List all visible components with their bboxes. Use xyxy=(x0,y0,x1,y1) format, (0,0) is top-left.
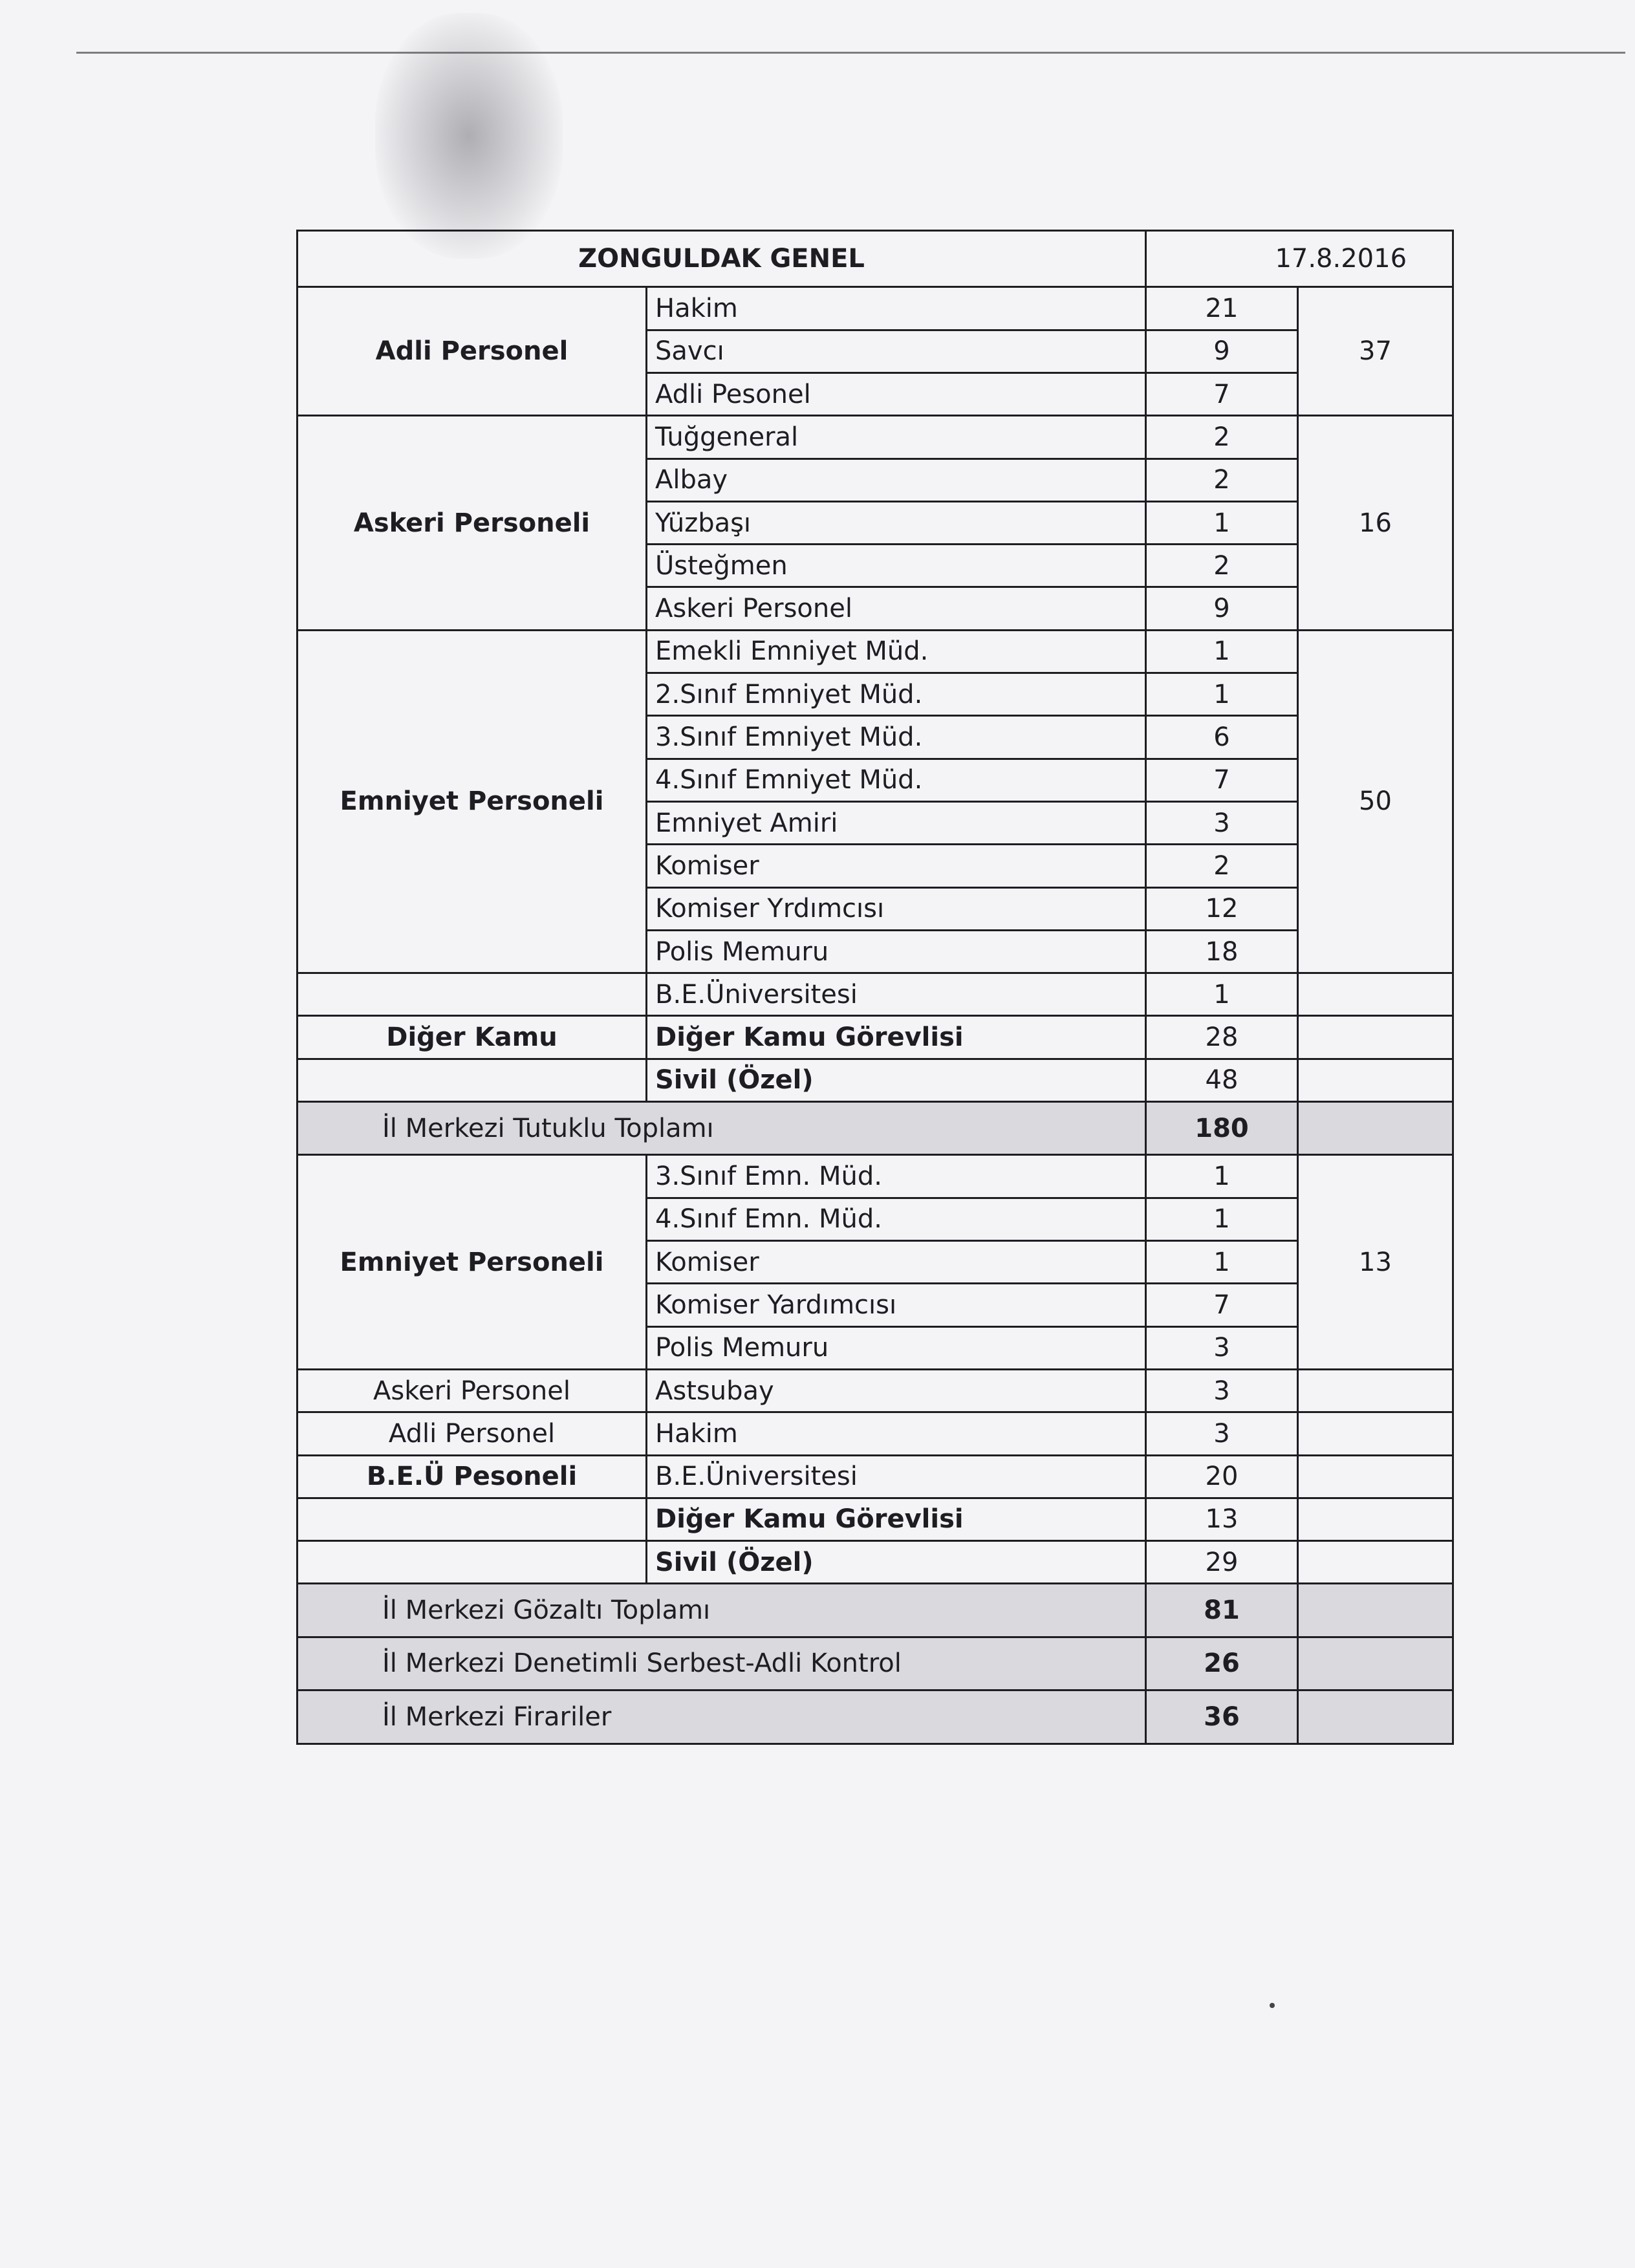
row-label: Yüzbaşı xyxy=(647,501,1146,544)
row-value: 48 xyxy=(1146,1059,1298,1101)
table-row xyxy=(298,1541,1453,1584)
table-row xyxy=(298,1369,1453,1412)
row-value: 2 xyxy=(1146,545,1298,587)
table-row xyxy=(298,973,1453,1016)
row-value: 29 xyxy=(1146,1541,1298,1584)
row-value: 21 xyxy=(1146,287,1298,330)
total-value: 81 xyxy=(1146,1584,1298,1637)
group-label xyxy=(298,973,647,1016)
row-label: 3.Sınıf Emn. Müd. xyxy=(647,1155,1146,1198)
group-label: Askeri Personel xyxy=(298,1369,647,1412)
group-label: Diğer Kamu xyxy=(298,1016,647,1059)
total-row xyxy=(298,1584,1453,1637)
row-value: 2 xyxy=(1146,416,1298,459)
scan-smudge xyxy=(375,13,563,259)
row-value: 7 xyxy=(1146,373,1298,416)
empty-cell xyxy=(1298,1059,1453,1101)
row-value: 3 xyxy=(1146,801,1298,844)
table-title: ZONGULDAK GENEL xyxy=(298,231,1146,287)
row-value: 3 xyxy=(1146,1369,1298,1412)
table-row xyxy=(298,1155,1453,1198)
row-label: Üsteğmen xyxy=(647,545,1146,587)
row-value: 9 xyxy=(1146,330,1298,373)
row-value: 6 xyxy=(1146,716,1298,759)
empty-cell xyxy=(1298,1102,1453,1155)
row-label: Diğer Kamu Görevlisi xyxy=(647,1498,1146,1540)
row-label: Komiser Yrdımcısı xyxy=(647,887,1146,930)
total-label: İl Merkezi Tutuklu Toplamı xyxy=(298,1102,1146,1155)
row-label: Hakim xyxy=(647,287,1146,330)
empty-cell xyxy=(1298,1498,1453,1540)
row-value: 18 xyxy=(1146,930,1298,973)
group-total: 50 xyxy=(1298,630,1453,973)
scan-speck xyxy=(1270,2003,1275,2008)
row-label: Emekli Emniyet Müd. xyxy=(647,630,1146,673)
empty-cell xyxy=(1298,1455,1453,1498)
row-label: Savcı xyxy=(647,330,1146,373)
row-value: 2 xyxy=(1146,845,1298,887)
group-label xyxy=(298,1059,647,1101)
row-value: 12 xyxy=(1146,887,1298,930)
row-label: B.E.Üniversitesi xyxy=(647,973,1146,1016)
zonguldak-table xyxy=(296,230,1454,1745)
total-row xyxy=(298,1690,1453,1744)
row-value: 1 xyxy=(1146,1241,1298,1284)
empty-cell xyxy=(1298,1541,1453,1584)
table-row xyxy=(298,287,1453,330)
table-row xyxy=(298,1412,1453,1455)
total-value: 26 xyxy=(1146,1637,1298,1690)
row-value: 13 xyxy=(1146,1498,1298,1540)
row-value: 1 xyxy=(1146,1198,1298,1240)
group-total: 13 xyxy=(1298,1155,1453,1369)
total-row xyxy=(298,1102,1453,1155)
row-label: Albay xyxy=(647,459,1146,501)
row-label: Komiser xyxy=(647,845,1146,887)
row-label: Polis Memuru xyxy=(647,930,1146,973)
table-row xyxy=(298,1059,1453,1101)
row-label: Komiser Yardımcısı xyxy=(647,1284,1146,1326)
row-value: 7 xyxy=(1146,759,1298,801)
total-label: İl Merkezi Denetimli Serbest-Adli Kontrol xyxy=(298,1637,1146,1690)
group-label: B.E.Ü Pesoneli xyxy=(298,1455,647,1498)
row-label: Adli Pesonel xyxy=(647,373,1146,416)
row-value: 1 xyxy=(1146,630,1298,673)
row-value: 1 xyxy=(1146,501,1298,544)
row-label: Emniyet Amiri xyxy=(647,801,1146,844)
row-label: 4.Sınıf Emn. Müd. xyxy=(647,1198,1146,1240)
row-label: Sivil (Özel) xyxy=(647,1059,1146,1101)
row-value: 2 xyxy=(1146,459,1298,501)
group-label xyxy=(298,1498,647,1540)
row-label: Komiser xyxy=(647,1241,1146,1284)
empty-cell xyxy=(1298,1584,1453,1637)
empty-cell xyxy=(1298,1637,1453,1690)
table-date: 17.8.2016 xyxy=(1146,231,1453,287)
row-label: Askeri Personel xyxy=(647,587,1146,630)
empty-cell xyxy=(1298,1016,1453,1059)
group-label: Adli Personel xyxy=(298,287,647,416)
row-label: Diğer Kamu Görevlisi xyxy=(647,1016,1146,1059)
group-total: 16 xyxy=(1298,416,1453,630)
top-rule-line xyxy=(76,52,1625,54)
row-value: 20 xyxy=(1146,1455,1298,1498)
total-label: İl Merkezi Gözaltı Toplamı xyxy=(298,1584,1146,1637)
table-row xyxy=(298,630,1453,673)
row-label: Hakim xyxy=(647,1412,1146,1455)
empty-cell xyxy=(1298,1369,1453,1412)
row-label: Polis Memuru xyxy=(647,1326,1146,1369)
table-row xyxy=(298,1455,1453,1498)
total-value: 180 xyxy=(1146,1102,1298,1155)
table-row xyxy=(298,1016,1453,1059)
empty-cell xyxy=(1298,1412,1453,1455)
row-value: 3 xyxy=(1146,1412,1298,1455)
group-label xyxy=(298,1541,647,1584)
row-value: 1 xyxy=(1146,673,1298,716)
row-value: 3 xyxy=(1146,1326,1298,1369)
empty-cell xyxy=(1298,1690,1453,1744)
group-label: Emniyet Personeli xyxy=(298,630,647,973)
row-label: Sivil (Özel) xyxy=(647,1541,1146,1584)
row-label: B.E.Üniversitesi xyxy=(647,1455,1146,1498)
row-value: 7 xyxy=(1146,1284,1298,1326)
total-label: İl Merkezi Firariler xyxy=(298,1690,1146,1744)
table-row xyxy=(298,1498,1453,1540)
row-label: Tuğgeneral xyxy=(647,416,1146,459)
group-total: 37 xyxy=(1298,287,1453,416)
empty-cell xyxy=(1298,973,1453,1016)
header-row xyxy=(298,231,1453,287)
row-label: Astsubay xyxy=(647,1369,1146,1412)
row-label: 2.Sınıf Emniyet Müd. xyxy=(647,673,1146,716)
row-label: 3.Sınıf Emniyet Müd. xyxy=(647,716,1146,759)
row-value: 9 xyxy=(1146,587,1298,630)
row-value: 28 xyxy=(1146,1016,1298,1059)
total-row xyxy=(298,1637,1453,1690)
group-label: Emniyet Personeli xyxy=(298,1155,647,1369)
total-value: 36 xyxy=(1146,1690,1298,1744)
group-label: Adli Personel xyxy=(298,1412,647,1455)
row-value: 1 xyxy=(1146,1155,1298,1198)
group-label: Askeri Personeli xyxy=(298,416,647,630)
table-row xyxy=(298,416,1453,459)
row-label: 4.Sınıf Emniyet Müd. xyxy=(647,759,1146,801)
row-value: 1 xyxy=(1146,973,1298,1016)
